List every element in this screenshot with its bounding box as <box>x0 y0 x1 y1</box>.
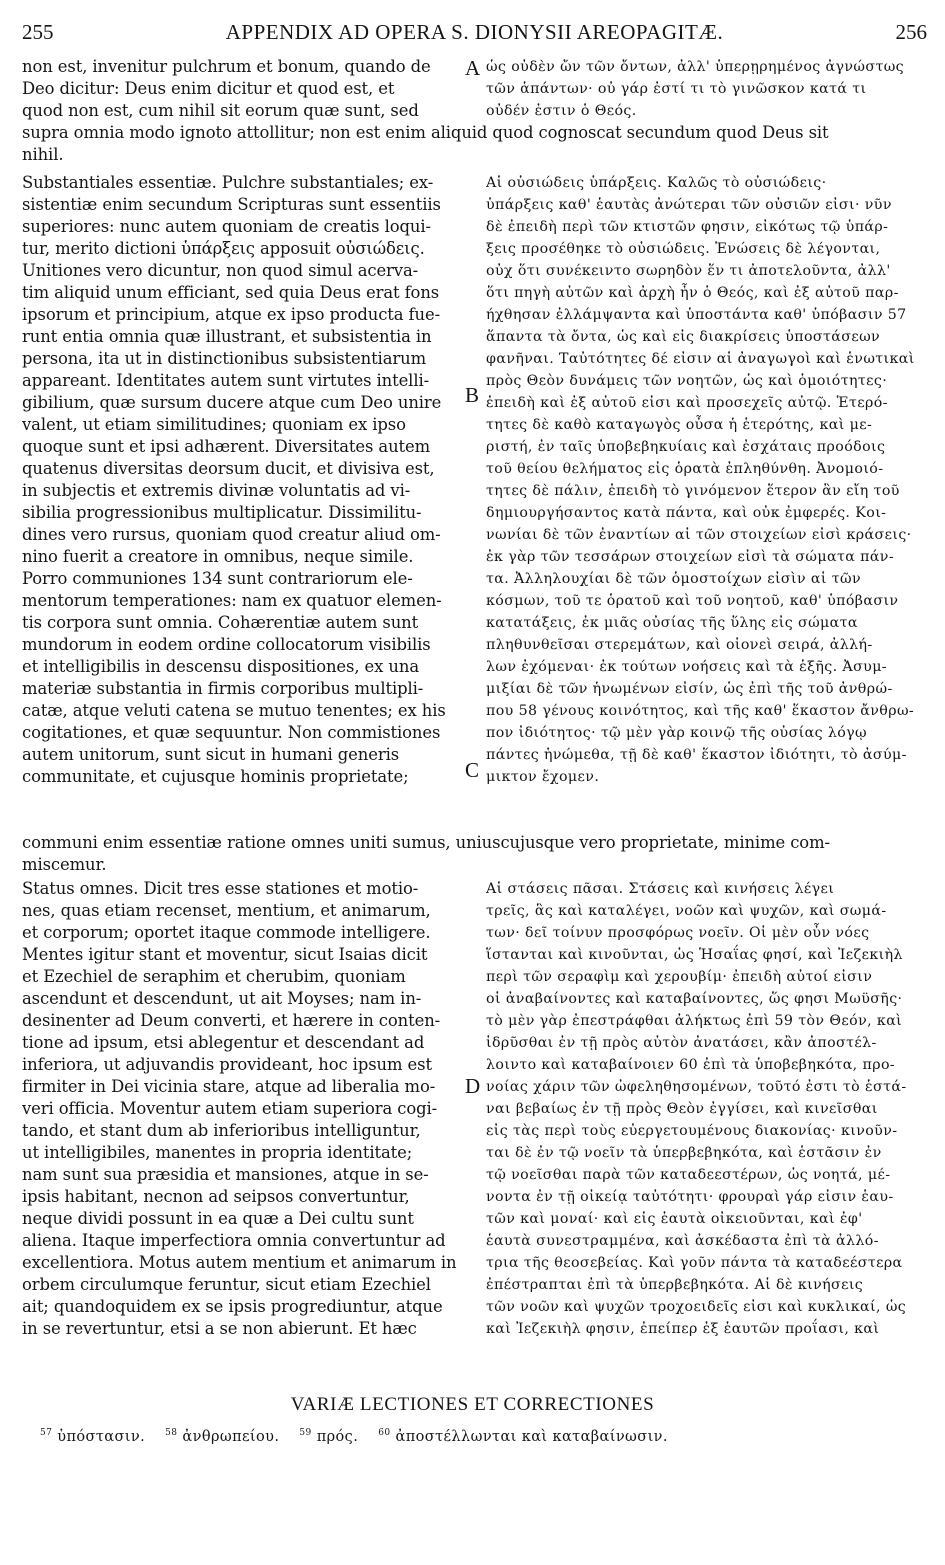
text-line: ὡς οὐδὲν ὤν τῶν ὄντων, ἀλλ' ὑπερῃρημένος ἀγνώστως <box>486 59 905 75</box>
text-line: οἱ ἀναβαίνοντες καὶ καταβαίνοντες, ὥς φησι Μωϋσῆς· <box>486 991 903 1007</box>
text-line: τῶν καὶ μοναί· καὶ εἰς ἑαυτὰ οἰκειοῦνται, καὶ ἐφ' <box>486 1211 863 1227</box>
text-line: gibilium, quæ sursum ducere atque cum Deo unire <box>22 393 442 412</box>
text-line: ἅπαντα τὰ ὄντα, ὡς καὶ εἰς διακρίσεις ὑποστάσεων <box>486 329 881 345</box>
text-line: ἱδρῦσθαι ἐν τῇ πρὸς αὐτὸν ἀνατάσει, κἂν ἀποστέλ- <box>486 1035 877 1051</box>
margin-letter-d: D <box>465 1074 481 1098</box>
text-line: ήχθησαν ἐλλάμψαντα καὶ ὑποστάντα καθ' ὑπόβασιν 57 <box>486 307 907 323</box>
text-line: ἐκ γὰρ τῶν τεσσάρων στοιχείων εἰσὶ τὰ σώματα πάν- <box>486 549 895 565</box>
text-line: ἑαυτὰ συνεστραμμένα, καὶ ἀσκέδαστα ἐπὶ τὰ ἀλλό- <box>486 1233 879 1249</box>
margin-letter-c: C <box>465 758 480 782</box>
text-line: τῶν ἁπάντων· οὐ γάρ ἐστί τι τὸ γινῶσκον κατά τι <box>486 81 867 97</box>
text-line: nihil. <box>22 145 64 164</box>
full-width-text-1 <box>22 122 927 166</box>
text-line: Substantiales essentiæ. Pulchre substantiales; ex- <box>22 173 434 192</box>
text-line: εἰς τὰς περὶ τοὺς εὐεργετουμένους διακονίας· κινοῦν- <box>486 1123 898 1139</box>
text-line: autem unitorum, sunt sicut in humani generis <box>22 745 400 764</box>
text-line: tione ad ipsum, etsi ablegentur et descendant ad <box>22 1033 425 1052</box>
text-line: Αἱ οὐσιώδεις ὑπάρξεις. Καλῶς τὸ οὐσιώδεις· <box>486 175 827 191</box>
margin-letter-b: B <box>465 383 480 407</box>
text-line: Mentes igitur stant et moventur, sicut Isaias dicit <box>22 945 428 964</box>
text-line: appareant. Identitates autem sunt virtutes intelli- <box>22 371 430 390</box>
text-line: δημιουργήσαντος κατὰ πάντα, καὶ οὐκ ἐμφερές. Κοι- <box>486 505 887 521</box>
variant-item: $^{60}$ ἀποστέλλωνται καὶ καταβαίνωσιν. <box>378 1428 668 1445</box>
greek-column-1 <box>486 56 927 122</box>
text-line: πάντες ἡνώμεθα, τῇ δὲ καθ' ἕκαστον ἰδιότητι, τὸ ἀσύμ- <box>486 747 907 763</box>
text-line: ξεις προσέθηκε τὸ οὐσιώδεις. Ἑνώσεις δὲ λέγονται, <box>486 241 881 257</box>
text-line: λων ἐχόμεναι· ἐκ τούτων νοήσεις καὶ τὰ ἑξῆς. Ἀσυμ- <box>486 659 888 675</box>
text-line: περὶ τῶν σεραφὶμ καὶ χερουβίμ· ἐπειδὴ αὐτοί εἰσιν <box>486 969 873 985</box>
text-line: οὐδέν ἐστιν ὁ Θεός. <box>486 103 637 119</box>
margin-letter-a: A <box>465 56 481 80</box>
text-line: ipsorum et principium, atque ex ipso producta fue- <box>22 305 441 324</box>
variant-item: $^{58}$ ἀνθρωπείου. <box>165 1428 280 1445</box>
text-line: Porro communiones 134 sunt contrariorum ele- <box>22 569 413 588</box>
text-line: τρια τῆς θεοσεβείας. Καὶ γοῦν πάντα τὰ καταδεέστερα <box>486 1255 903 1271</box>
text-line: nam sunt sua præsidia et mansiones, atque in se- <box>22 1165 429 1184</box>
text-line: Deo dicitur: Deus enim dicitur et quod est, et <box>22 79 395 98</box>
text-line: in subjectis et extremis divinæ voluntatis ad vi- <box>22 481 411 500</box>
text-line: λοιντο καὶ καταβαίνοιεν 60 ἐπὶ τὰ ὑποβεβηκότα, προ- <box>486 1057 896 1073</box>
text-line: quoque sunt et ipsi adhærent. Diversitates autem <box>22 437 431 456</box>
text-line: excellentiora. Motus autem mentium et animarum in <box>22 1253 457 1272</box>
text-line: valent, ut etiam similitudines; quoniam ex ipso <box>22 415 406 434</box>
text-line: nes, quas etiam recenset, mentium, et animarum, <box>22 901 431 920</box>
text-line: ὑπάρξεις καθ' ἑαυτὰς ἀνώτεραι τῶν οὐσιῶν εἰσι· νῦν <box>486 197 892 213</box>
greek-column-3 <box>486 878 927 1340</box>
text-line: catæ, atque veluti catena se mutuo tenentes; ex his <box>22 701 446 720</box>
text-line: inferiora, ut adjuvandis provideant, hoc ipsum est <box>22 1055 432 1074</box>
greek-column-2 <box>486 172 927 788</box>
text-line: τρεῖς, ἃς καὶ καταλέγει, νοῶν καὶ ψυχῶν, καὶ σωμά- <box>486 903 887 919</box>
text-line: Αἱ στάσεις πᾶσαι. Στάσεις καὶ κινήσεις λέγει <box>486 881 835 897</box>
text-line: dines vero rursus, quoniam quod creatur aliud om- <box>22 525 441 544</box>
text-line: κόσμων, τοῦ τε ὁρατοῦ καὶ τοῦ νοητοῦ, καθ' ὑπόβασιν <box>486 593 899 609</box>
text-line: ἵστανται καὶ κινοῦνται, ὡς Ἡσαΐας φησί, καὶ Ἰεζεκιὴλ <box>486 947 903 963</box>
text-line: ascendunt et descendunt, ut ait Moyses; nam in- <box>22 989 422 1008</box>
text-line: νοντα ἐν τῇ οἰκείᾳ ταὐτότητι· φρουραὶ γάρ εἰσιν ἑαυ- <box>486 1189 894 1205</box>
text-line: materiæ substantia in firmis corporibus multipli- <box>22 679 424 698</box>
text-line: ait; quandoquidem ex se ipsis progrediuntur, atque <box>22 1297 443 1316</box>
text-line: mentorum temperationes: nam ex quatuor elemen- <box>22 591 442 610</box>
text-line: communitate, et cujusque hominis proprietate; <box>22 767 409 786</box>
text-line: persona, ita ut in distinctionibus subsistentiarum <box>22 349 427 368</box>
text-line: tis corpora sunt omnia. Cohærentiæ autem sunt <box>22 613 419 632</box>
text-line: mundorum in eodem ordine collocatorum visibilis <box>22 635 431 654</box>
text-line: cogitationes, et quæ sequuntur. Non commistiones <box>22 723 441 742</box>
text-line: που 58 γένους κοινότητος, καὶ τῆς καθ' ἕκαστον ἄνθρω- <box>486 703 915 719</box>
text-line: veri officia. Moventur autem etiam superiora cogi- <box>22 1099 438 1118</box>
text-line: πληθυνθεῖσαι στερεμάτων, καὶ οἱονεὶ σειρά, ἀλλή- <box>486 637 873 653</box>
text-line: ipsis habitant, necnon ad seipsos convertuntur, <box>22 1187 410 1206</box>
text-line: κατατάξεις, ἐκ μιᾶς οὐσίας τῆς ὕλης εἰς σώματα <box>486 615 858 631</box>
variant-readings <box>40 1428 920 1445</box>
text-line: non est, invenitur pulchrum et bonum, quando de <box>22 57 431 76</box>
text-line: πρὸς Θεὸν δυνάμεις τῶν νοητῶν, ὡς καὶ ὁμοιότητες· <box>486 373 888 389</box>
text-line: νωνίαι δὲ τῶν ἐναντίων αἱ τῶν στοιχείων εἰσὶ κράσεις· <box>486 527 912 543</box>
text-line: καὶ Ἰεζεκιὴλ φησιν, ἐπείπερ ἐξ ἑαυτῶν προΐασι, καὶ <box>486 1321 880 1337</box>
text-line: οὐχ ὅτι συνέκειντο σωρηδὸν ἕν τι ἀποτελοῦντα, ἀλλ' <box>486 263 891 279</box>
full-width-text-2 <box>22 832 927 876</box>
text-line: desinenter ad Deum converti, et hærere in conten- <box>22 1011 441 1030</box>
text-line: ὅτι πηγὴ αὐτῶν καὶ ἀρχὴ ἦν ὁ Θεός, καὶ ἐξ αὐτοῦ παρ- <box>486 285 899 301</box>
page-number-left: 255 <box>22 20 54 44</box>
text-line: τητες δὲ καθὸ καταγωγὸς οὖσα ἡ ἑτερότης, καὶ με- <box>486 417 873 433</box>
text-line: superiores: nunc autem quoniam de creatis loqui- <box>22 217 431 236</box>
text-line: μικτον ἔχομεν. <box>486 769 600 785</box>
text-line: τῷ νοεῖσθαι παρὰ τῶν καταδεεστέρων, ὡς νοητά, μέ- <box>486 1167 891 1183</box>
text-line: runt entia omnia quæ illustrant, et subsistentia in <box>22 327 432 346</box>
text-line: sibilia progressionibus multiplicatur. Dissimilitu- <box>22 503 422 522</box>
text-line: supra omnia modo ignoto attollitur; non est enim aliquid quod cognoscat secundum quod Deus sit <box>22 123 829 142</box>
latin-column-1 <box>22 56 460 122</box>
text-line: tur, merito dictioni ὑπάρξεις apposuit οὐσιώδεις. <box>22 239 425 258</box>
text-line: aliena. Itaque imperfectiora omnia convertuntur ad <box>22 1231 446 1250</box>
latin-column-3 <box>22 878 460 1340</box>
variant-item: $^{57}$ ὑπόστασιν. <box>40 1428 146 1445</box>
text-line: tim aliquid unum efficiant, sed quia Deus erat fons <box>22 283 440 302</box>
running-title: APPENDIX AD OPERA S. DIONYSII AREOPAGITÆ. <box>225 20 724 44</box>
text-line: ἐπέστραπται ἐπὶ τὰ ὑπερβεβηκότα. Αἱ δὲ κινήσεις <box>486 1277 864 1293</box>
text-line: ριστή, ἐν ταῖς ὑποβεβηκυίαις καὶ ἐσχάταις προόδοις <box>486 439 886 455</box>
latin-column-2 <box>22 172 460 788</box>
text-line: νοίας χάριν τῶν ὠφεληθησομένων, τοῦτό ἐστι τὸ ἑστά- <box>486 1079 907 1095</box>
text-line: Unitiones vero dicuntur, non quod simul acerva- <box>22 261 419 280</box>
text-line: των· δεῖ τοίνυν προσφόρως νοεῖν. Οἱ μὲν οὖν νόες <box>486 925 870 941</box>
text-line: communi enim essentiæ ratione omnes uniti sumus, uniuscujusque vero proprietate, minime com- <box>22 833 830 852</box>
text-line: τῶν νοῶν καὶ ψυχῶν τροχοειδεῖς εἰσι καὶ κυκλικαί, ὡς <box>486 1299 907 1315</box>
text-line: ναι βεβαίως ἐν τῇ πρὸς Θεὸν ἐγγίσει, καὶ κινεῖσθαι <box>486 1101 878 1117</box>
text-line: in se revertuntur, etsi a se non abierunt. Et hæc <box>22 1319 417 1338</box>
text-line: tando, et stant dum ab inferioribus intelliguntur, <box>22 1121 421 1140</box>
text-line: et Ezechiel de seraphim et cherubim, quoniam <box>22 967 406 986</box>
text-line: τὸ μὲν γὰρ ἐπεστράφθαι ἀλήκτως ἐπὶ 59 τὸν Θεόν, καὶ <box>486 1013 903 1029</box>
text-line: πον ἰδιότητος· τῷ μὲν γὰρ κοινῷ τῆς οὐσίας λόγῳ <box>486 725 868 741</box>
text-line: ἐπειδὴ καὶ ἐξ αὐτοῦ εἰσι καὶ προσεχεῖς αὐτῷ. Ἑτερό- <box>486 395 888 411</box>
text-line: orbem circulumque feruntur, sicut etiam Ezechiel <box>22 1275 431 1294</box>
text-line: firmiter in Dei vicinia stare, atque ad liberalia mo- <box>22 1077 436 1096</box>
text-line: τα. Ἀλληλουχίαι δὲ τῶν ὁμοστοίχων εἰσὶν αἱ τῶν <box>486 571 861 587</box>
text-line: τητες δὲ πάλιν, ἐπειδὴ τὸ γινόμενον ἕτερον ἂν εἴη τοῦ <box>486 483 900 499</box>
running-header <box>22 20 927 48</box>
text-line: et intelligibilis in descensu dispositiones, ex una <box>22 657 419 676</box>
text-line: Status omnes. Dicit tres esse stationes et motio- <box>22 879 419 898</box>
text-line: δὲ ἐπειδὴ περὶ τῶν κτιστῶν φησιν, εἰκότως τῷ ὑπάρ- <box>486 219 889 235</box>
text-line: ut intelligibiles, manentes in propria identitate; <box>22 1143 413 1162</box>
variant-item: $^{59}$ πρός. <box>299 1428 359 1445</box>
text-line: quatenus diversitas deorsum ducit, et divisiva est, <box>22 459 435 478</box>
text-line: nino fuerit a creatore in omnibus, neque simile. <box>22 547 414 566</box>
text-line: miscemur. <box>22 855 107 874</box>
text-line: τοῦ θείου θελήματος εἰς ὁρατὰ ἐπληθύνθη. Ἀνομοιό- <box>486 461 884 477</box>
text-line: et corporum; oportet itaque commode intelligere. <box>22 923 431 942</box>
variants-heading: VARIÆ LECTIONES ET CORRECTIONES <box>290 1394 655 1415</box>
text-line: φανῆναι. Ταὐτότητες δέ εἰσιν αἱ ἀναγωγοὶ καὶ ἑνωτικαὶ <box>486 351 915 367</box>
text-line: sistentiæ enim secundum Scripturas sunt essentiis <box>22 195 441 214</box>
text-line: μιξίαι δὲ τῶν ἡνωμένων εἰσίν, ὡς ἐπὶ τῆς τοῦ ἀνθρώ- <box>486 681 893 697</box>
page-number-right: 256 <box>895 20 927 44</box>
text-line: ται δὲ ἐν τῷ νοεῖν τὰ ὑπερβεβηκότα, καὶ ἑστᾶσιν ἐν <box>486 1145 882 1161</box>
text-line: neque dividi possunt in ea quæ a Dei cultu sunt <box>22 1209 414 1228</box>
text-line: quod non est, cum nihil sit eorum quæ sunt, sed <box>22 101 419 120</box>
